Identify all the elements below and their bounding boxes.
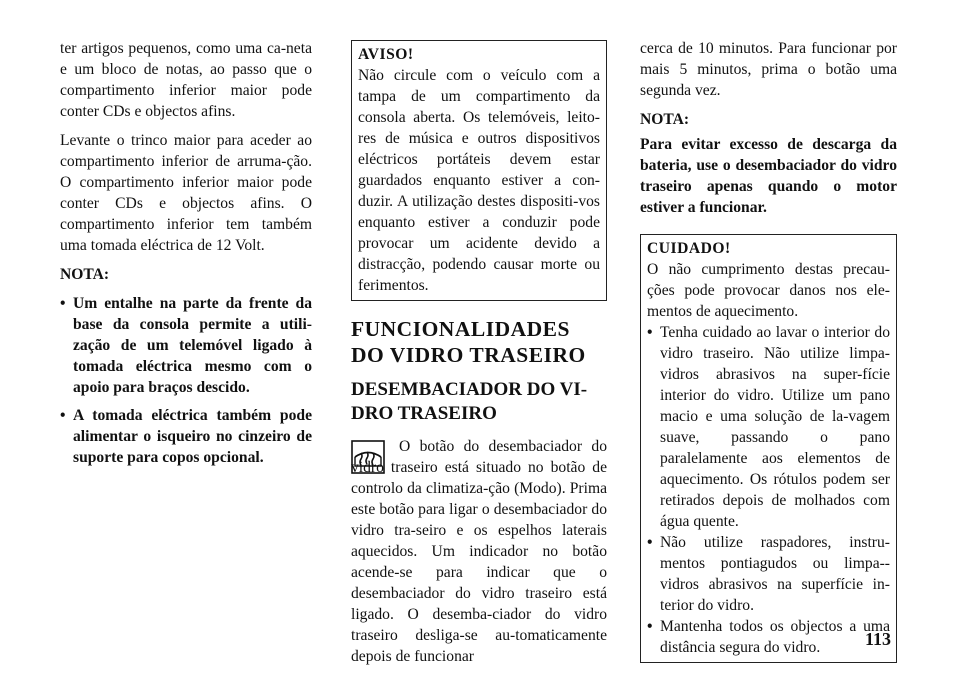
bullet-text: Um entalhe na parte da frente da base da consola permite a utili-zação de um telemóvel ligado à tomada eléctrica mesmo com o apoio para braços descido.	[73, 295, 312, 396]
bullet-icon: •	[60, 407, 66, 424]
caution-title: CUIDADO!	[647, 240, 731, 257]
bullet-icon: •	[647, 324, 653, 341]
bullet-icon: •	[60, 295, 66, 312]
list-item	[647, 616, 890, 658]
caution-bullet-list	[647, 322, 890, 658]
bullet-icon: •	[647, 618, 653, 635]
bullet-text: A tomada eléctrica também pode alimentar o isqueiro no cinzeiro de suporte para copos opcional.	[73, 407, 312, 466]
note-label: NOTA:	[60, 266, 110, 283]
right-column	[640, 38, 897, 663]
bullet-icon: •	[647, 534, 653, 551]
paragraph-timer: cerca de 10 minutos. Para funcionar por mais 5 minutos, prima o botão uma segunda vez.	[640, 40, 897, 99]
list-item	[647, 322, 890, 532]
warning-text: Não circule com o veículo com a tampa de um compartimento da consola aberta. Os telemóveis, leito-res de música e outros dispositivos eléctricos portáteis devem estar guardados enquanto estiver a con-duzir. A utilização destes dispositi-vos enquanto estiver a conduzir pode provocar um acidente devido a distracção, podendo causar morte ou ferimentos.	[358, 67, 600, 294]
defroster-body-text: O botão do desembaciador do vidro traseiro está situado no botão de controlo da climatiza-ção (Modo). Prima este botão para ligar o desembaciador do vidro tra-seiro e os espelhos laterais aquecidos. Um indicador no botão acende-se para indicar que o desembaciador do vidro traseiro está ligado. O desemba-ciador do vidro traseiro desliga-se au-tomaticamente depois de funcionar	[351, 438, 607, 665]
caution-intro: O não cumprimento destas precau-ções pode provocar danos nos ele-mentos de aquecimento.	[647, 261, 890, 320]
note-text: Para evitar excesso de descarga da bateria, use o desembaciador do vidro traseiro apenas quando o motor estiver a funcionar.	[640, 136, 897, 216]
warning-title: AVISO!	[358, 46, 414, 63]
subsection-title: DESEMBACIADOR DO VI-DRO TRASEIRO	[351, 379, 588, 424]
caution-box	[640, 234, 897, 663]
bullet-text: Tenha cuidado ao lavar o interior do vidro traseiro. Não utilize limpa-vidros abrasivos na super-fície interior do vidro. Utilize um pano macio e uma solução de la-vagem suave, passando o pano paralelamente aos elementos de aquecimento. Os rótulos podem ser retirados depois de molhados com água quente.	[660, 324, 890, 530]
bullet-text: Não utilize raspadores, instru-mentos pontiagudos ou limpa--vidros abrasivos na superfície in-terior do vidro.	[660, 534, 890, 614]
note-label: NOTA:	[640, 111, 690, 128]
bullet-text: Mantenha todos os objectos a uma distância segura do vidro.	[660, 618, 890, 656]
left-column	[60, 38, 312, 475]
list-item	[60, 405, 312, 468]
paragraph-compartment-contents: ter artigos pequenos, como uma ca-neta e um bloco de notas, ao passo que o compartimento inferior maior pode conter CDs e objectos afins.	[60, 40, 312, 120]
list-item	[60, 293, 312, 398]
warning-box	[351, 40, 607, 301]
page-number: 113	[865, 629, 892, 649]
list-item	[647, 532, 890, 616]
paragraph-lower-compartment: Levante o trinco maior para aceder ao compartimento inferior de arruma-ção. O compartimento inferior maior pode conter CDs e objectos afins. O compartimento inferior tem também uma tomada eléctrica de 12 Volt.	[60, 132, 312, 254]
section-title: FUNCIONALIDADES DO VIDRO TRASEIRO	[351, 317, 586, 367]
note-bullet-list	[60, 293, 312, 468]
middle-column	[351, 40, 607, 667]
